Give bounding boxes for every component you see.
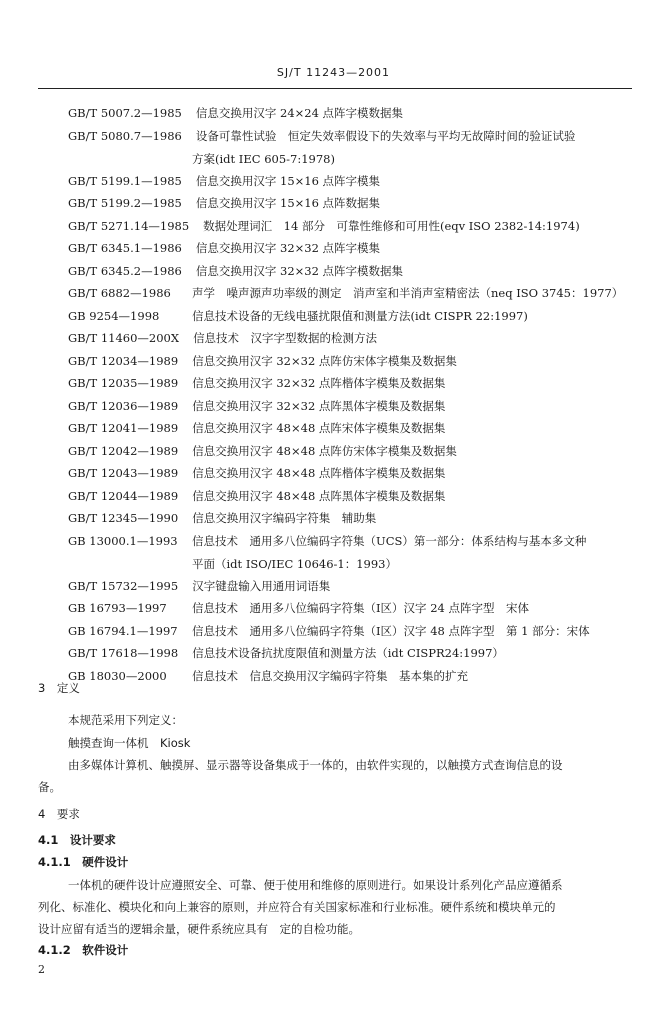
reference-item <box>0 534 667 557</box>
reference-item <box>0 579 667 602</box>
reference-code: GB/T 5007.2—1985 <box>68 106 182 120</box>
reference-code: GB/T 6345.2—1986 <box>68 263 182 278</box>
reference-title: 信息技术 通用多八位编码字符集（Ⅰ区）汉字 48 点阵字型 第 1 部分：宋体 <box>192 623 590 638</box>
reference-item <box>0 466 667 489</box>
reference-item <box>0 354 667 377</box>
reference-item <box>0 106 667 129</box>
section-4-heading: 4 要求 <box>38 807 80 821</box>
reference-title: 信息交换用汉字编码字符集 辅助集 <box>192 511 377 525</box>
reference-title: 信息交换用汉字 32×32 点阵仿宋体字模集及数据集 <box>192 353 457 368</box>
reference-title-cont-text: 方案(idt IEC 605-7:1978) <box>192 152 335 166</box>
reference-code: GB/T 11460—200X <box>68 331 180 345</box>
reference-code: GB/T 12042—1989 <box>68 443 179 458</box>
reference-item <box>0 646 667 669</box>
reference-title: 信息交换用汉字 32×32 点阵黑体字模集及数据集 <box>192 398 446 413</box>
reference-title: 信息技术设备抗扰度限值和测量方法（idt CISPR24:1997） <box>192 646 504 660</box>
reference-title: 信息交换用汉字 24×24 点阵字模数据集 <box>195 106 404 120</box>
reference-item <box>0 129 667 152</box>
section-4-1-2-heading: 4.1.2 软件设计 <box>38 943 129 957</box>
reference-code: GB/T 12041—1989 <box>68 421 179 435</box>
hardware-paragraph-line-2: 列化、标准化、模块化和向上兼容的原则，并应符合有关国家标准和行业标准。硬件系统和模块单元的 <box>38 900 556 914</box>
definition-line-1: 由多媒体计算机、触摸屏、显示器等设备集成于一体的，由软件实现的，以触摸方式查询信息的设 <box>68 758 563 772</box>
reference-code: GB 9254—1998 <box>68 308 160 323</box>
reference-title: 汉字键盘输入用通用词语集 <box>192 578 331 593</box>
hardware-paragraph-line-1: 一体机的硬件设计应遵照安全、可靠、便于使用和维修的原则进行。如果设计系列化产品应遵循系 <box>68 878 563 892</box>
reference-code: GB/T 15732—1995 <box>68 578 179 593</box>
reference-item <box>0 444 667 467</box>
reference-code: GB/T 6882—1986 <box>68 286 171 300</box>
reference-item <box>0 376 667 399</box>
hardware-paragraph-line-3: 设计应留有适当的逻辑余量，硬件系统应具有 定的自检功能。 <box>38 922 360 936</box>
reference-code: GB/T 5271.14—1985 <box>68 218 190 233</box>
reference-code: GB/T 5199.2—1985 <box>68 196 182 210</box>
reference-item <box>0 511 667 534</box>
reference-title: 信息交换用汉字 48×48 点阵楷体字模集及数据集 <box>192 466 446 480</box>
reference-title: 信息技术 信息交换用汉字编码字符集 基本集的扩充 <box>192 668 468 683</box>
page-number: 2 <box>38 963 45 976</box>
reference-code: GB/T 5199.1—1985 <box>68 173 182 188</box>
section-4-1-1-heading: 4.1.1 硬件设计 <box>38 855 129 869</box>
reference-item <box>0 241 667 264</box>
reference-title: 信息交换用汉字 15×16 点阵数据集 <box>195 196 381 210</box>
reference-item <box>0 219 667 242</box>
reference-item <box>0 174 667 197</box>
reference-title-continuation <box>0 556 667 579</box>
reference-title: 信息技术 通用多八位编码字符集（UCS）第一部分：体系结构与基本多文种 <box>192 533 587 548</box>
definition-line-2: 备。 <box>38 780 61 794</box>
reference-code: GB 16794.1—1997 <box>68 623 178 638</box>
reference-item <box>0 331 667 354</box>
reference-title: 信息交换用汉字 32×32 点阵字模数据集 <box>195 263 404 278</box>
reference-item <box>0 286 667 309</box>
reference-item <box>0 196 667 219</box>
section-3-intro: 本规范采用下列定义： <box>68 713 183 727</box>
reference-code: GB/T 12036—1989 <box>68 398 179 413</box>
document-code-header: SJ/T 11243—2001 <box>276 66 391 79</box>
reference-item <box>0 624 667 647</box>
header-divider <box>38 88 632 89</box>
reference-code: GB/T 17618—1998 <box>68 646 179 660</box>
reference-title: 数据处理词汇 14 部分 可靠性维修和可用性(eqv ISO 2382-14:1974) <box>203 218 580 233</box>
section-3-heading: 3 定义 <box>38 681 80 695</box>
normative-references-list <box>0 106 667 691</box>
reference-code: GB/T 12043—1989 <box>68 466 179 480</box>
reference-code: GB 16793—1997 <box>68 601 167 615</box>
reference-item <box>0 309 667 332</box>
reference-item <box>0 421 667 444</box>
reference-item <box>0 601 667 624</box>
reference-title: 信息技术设备的无线电骚扰限值和测量方法(idt CISPR 22:1997) <box>192 308 528 323</box>
reference-code: GB/T 12034—1989 <box>68 353 179 368</box>
reference-code: GB/T 12345—1990 <box>68 511 179 525</box>
section-4-1-heading: 4.1 设计要求 <box>38 833 116 847</box>
reference-title: 声学 噪声源声功率级的测定 消声室和半消声室精密法（neq ISO 3745：1977） <box>192 286 624 300</box>
reference-title: 信息交换用汉字 48×48 点阵仿宋体字模集及数据集 <box>192 443 457 458</box>
term-kiosk: 触摸查询一体机 Kiosk <box>68 736 191 750</box>
reference-code: GB 18030—2000 <box>68 668 167 683</box>
reference-title: 信息交换用汉字 32×32 点阵字模集 <box>195 241 381 255</box>
reference-title: 信息交换用汉字 48×48 点阵黑体字模集及数据集 <box>192 488 446 503</box>
reference-code: GB/T 12044—1989 <box>68 488 179 503</box>
reference-title: 信息交换用汉字 48×48 点阵宋体字模集及数据集 <box>192 421 446 435</box>
reference-title-cont-text: 平面（idt ISO/IEC 10646-1：1993） <box>192 557 397 571</box>
reference-item <box>0 264 667 287</box>
reference-item <box>0 489 667 512</box>
reference-title: 设备可靠性试验 恒定失效率假设下的失效率与平均无故障时间的验证试验 <box>195 128 576 143</box>
reference-code: GB/T 6345.1—1986 <box>68 241 182 255</box>
reference-item <box>0 669 667 692</box>
reference-code: GB/T 5080.7—1986 <box>68 128 182 143</box>
reference-title: 信息技术 汉字字型数据的检测方法 <box>193 331 378 345</box>
reference-title: 信息交换用汉字 15×16 点阵字模集 <box>195 173 381 188</box>
reference-code: GB/T 12035—1989 <box>68 376 179 390</box>
reference-title: 信息技术 通用多八位编码字符集（Ⅰ区）汉字 24 点阵字型 宋体 <box>192 601 529 615</box>
reference-code: GB 13000.1—1993 <box>68 533 178 548</box>
reference-title-continuation <box>0 151 667 174</box>
reference-title: 信息交换用汉字 32×32 点阵楷体字模集及数据集 <box>192 376 446 390</box>
reference-item <box>0 399 667 422</box>
